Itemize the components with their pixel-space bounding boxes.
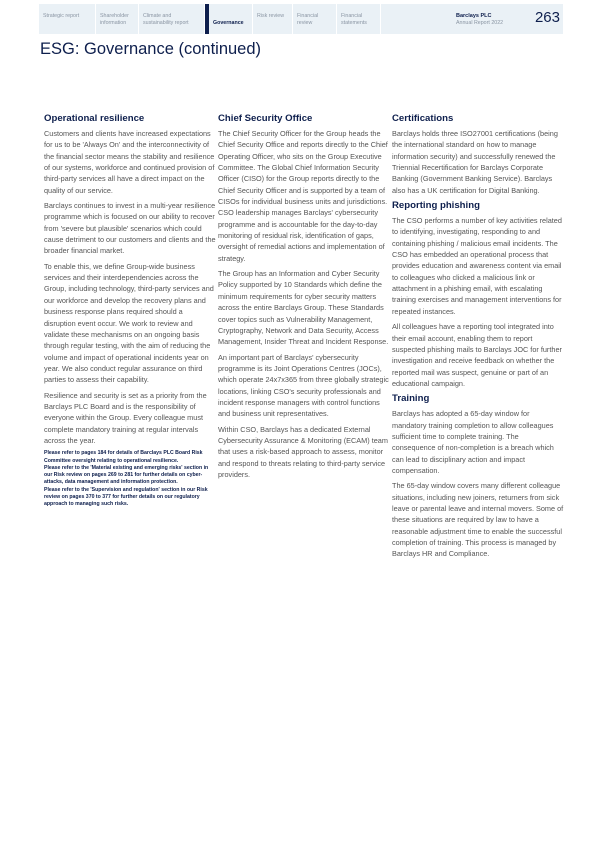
section-heading: Reporting phishing <box>392 200 480 212</box>
reference-note: Please refer to pages 184 for details of Barclays PLC Board Risk Committee oversight relating to operational resilience. <box>44 450 203 464</box>
chief-security-office-column <box>218 113 390 484</box>
paragraph: Barclays has adopted a 65-day window for mandatory training completion to allow colleagues sufficient time to complete training. The consequence of non-completion is a breach which can lead to disciplinary action and impact compensation. <box>392 409 554 475</box>
nav-tab-financial-review[interactable]: Financial review <box>293 4 337 34</box>
section-nav <box>39 4 483 34</box>
nav-tab-shareholder-information[interactable]: Shareholder information <box>96 4 139 34</box>
nav-tab-risk-review[interactable]: Risk review <box>253 4 293 34</box>
section-heading: Training <box>392 393 430 405</box>
paragraph: Barclays continues to invest in a multi-year resilience programme which is focused on our ability to recover from 'severe but plausible' scenarios which could cause detriment to our customers and clients and the broader financial market. <box>44 201 216 256</box>
paragraph: The CSO performs a number of key activities related to identifying, investigating, responding to and containing phishing / malicious email incidents. The CSO has embedded an operational process that provides education and awareness content via email to colleagues who clicked a malicious link or attachment in a phishing email, with escalating training exercises and management interventions for repeated instances. <box>392 216 562 316</box>
nav-tab-governance[interactable]: Governance <box>205 4 253 34</box>
paragraph: Resilience and security is set as a priority from the Barclays PLC Board and is the responsibility of everyone within the Group. Every colleague must complete mandatory training at regular intervals across the year. <box>44 390 207 445</box>
nav-tab-financial-statements[interactable]: Financial statements <box>337 4 381 34</box>
paragraph: Customers and clients have increased expectations for us to be 'Always On' and the interconnectivity of the financial sector means the stability and resilience of our systems, workforce and continued provision of third-party services all have a direct impact on the quality of our service. <box>44 129 215 195</box>
reference-note: Please refer to the 'Material existing and emerging risks' section in our Risk review on pages 269 to 281 for further details on cyber-attacks, data management and information protection. <box>44 464 209 486</box>
paragraph: An important part of Barclays' cybersecurity programme is its Joint Operations Centres (JOCs), which operate 24x7x365 from three globally strategic locations, linking CSO's security professionals and incident response managers with control functions and business unit representatives. <box>218 352 389 419</box>
paragraph: Barclays holds three ISO27001 certifications (being the international standard on how to manage information security) and successfully renewed the Triennial Recertification for Barclays Corporate Banking (Government Banking Service). Barclays also has a UK certification for Digital Banking. <box>392 129 558 195</box>
section-heading: Operational resilience <box>44 113 145 124</box>
paragraph: The 65-day window covers many different colleague situations, including new joiners, returners from sick leave or parental leave and internal movers. Some of these situations are required by law to have a reasonable adjustment time to enable the successful completion of training. This process is managed by Barclays HR and Compliance. <box>392 481 564 559</box>
operational-resilience-column <box>44 113 216 509</box>
section-heading: Certifications <box>392 113 454 124</box>
page-number: 263 <box>534 9 560 26</box>
report-name: Annual Report 2022 <box>456 20 504 26</box>
section-heading: Chief Security Office <box>218 113 313 124</box>
nav-tab-climate-report[interactable]: Climate and sustainability report <box>139 4 205 34</box>
reference-note: Please refer to the 'Supervision and regulation' section in our Risk review on pages 370 to 377 for further details on our regulatory approach to managing such risks. <box>44 486 208 508</box>
page-title: ESG: Governance (continued) <box>40 40 262 58</box>
paragraph: All colleagues have a reporting tool integrated into their email account, enabling them to report suspected phishing mails to Barclays JOC for further investigation and receive feedback on whether the reported mail was suspect, genuine or part of an educational campaign. <box>392 322 562 388</box>
paragraph: Within CSO, Barclays has a dedicated External Cybersecurity Assurance & Monitoring (ECAM) team that uses a risk-based approach to assess, monitor and respond to threats relating to third-party service providers. <box>218 424 388 479</box>
paragraph: The Group has an Information and Cyber Security Policy supported by 10 Standards which define the minimum requirements for cyber security matters across the entire Barclays Group. These Standards cover topics such as Vulnerability Management, Cryptography, Network and Data Security, Access Management, Insider Threat and Incident Response. <box>218 269 389 347</box>
paragraph: The Chief Security Officer for the Group heads the Chief Security Office and reports directly to the Chief Operating Officer, who sits on the Group Executive Committee. The Global Chief Information Security Officer (CISO) for the Group reports directly to the Chief Security Officer and is supported by a team of CISOs for individual business units and jurisdictions. CSO leadership manages Barclays' cybersecurity programme and is accountable for the day-to-day monitoring of residual risk, identification of gaps, oversight of remedial actions and implementation of strategy. <box>218 129 388 263</box>
brand-name: Barclays PLC <box>456 13 492 19</box>
nav-tab-strategic-report[interactable]: Strategic report <box>39 4 96 34</box>
brand-block <box>456 4 563 34</box>
certifications-column <box>392 113 564 564</box>
paragraph: To enable this, we define Group-wide business services and their interdependencies across the Group, including technology, third-party services and our workforce and develop the recovery plans and business response plans required should a disruption event occur. We work to review and validate these mechanisms on an ongoing basis through regular testing, with the aim of reducing the volume and impact of operational incidents year on year. We also conduct regular assurance on third parties to assess their capability. <box>44 261 214 385</box>
